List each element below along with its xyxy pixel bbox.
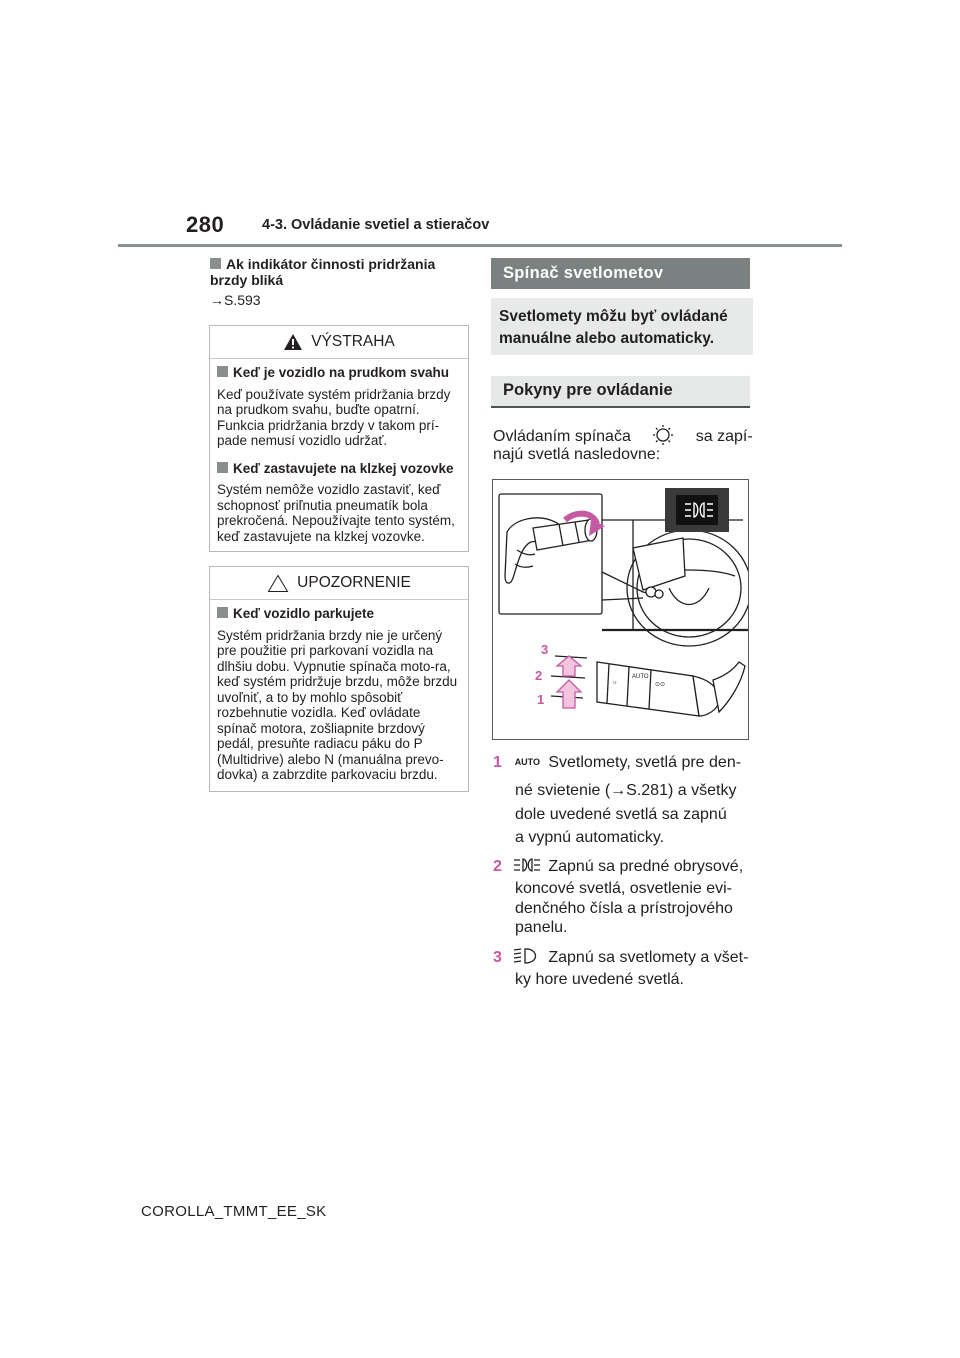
- warning-item: Keď je vozidlo na prudkom svahu Keď používate systém pridržania brzdy na prudkom svahu, buďte opatrní. Funkcia pridržania brzdy v takom prí-pade nemusí vozidlo udržať.: [217, 365, 451, 448]
- intro-text: Svetlomety môžu byť ovládané manuálne alebo automaticky.: [491, 298, 753, 355]
- warning-title-bar: [210, 326, 468, 359]
- warning-title: VÝSTRAHA: [311, 333, 395, 350]
- headlight-switch-figure: [492, 479, 749, 740]
- indicator-reference: →S.593: [210, 292, 261, 308]
- warning-triangle-icon: [283, 333, 303, 351]
- page-number: 280: [186, 212, 225, 237]
- list-item-2-line: panelu.: [515, 919, 568, 936]
- list-item-1-line: a vypnú automaticky.: [515, 829, 665, 846]
- header-divider: [118, 244, 842, 247]
- headlight-switch-illustration: [493, 480, 749, 740]
- bullet-square-icon: [217, 366, 228, 377]
- bullet-square-icon: [217, 462, 228, 473]
- list-item-2: 2 Zapnú sa predné obrysové,: [493, 858, 744, 875]
- figure-label-3: 3: [541, 642, 549, 657]
- footer-doc-code: COROLLA_TMMT_EE_SK: [141, 1203, 327, 1220]
- list-item-1-line: né svietenie (→S.281) a všetky: [515, 782, 737, 799]
- bullet-square-icon: [210, 258, 221, 269]
- subheading: Pokyny pre ovládanie: [491, 376, 750, 408]
- instruction-line-1: Ovládaním spínača sa zapí-: [493, 424, 753, 446]
- warning-item: Keď zastavujete na klzkej vozovke Systém nemôže vozidlo zastaviť, keď schopnosť priľnutia pneumatík bola prekročená. Nepoužívajte tento systém, keď zastavujete na klzkej vozovke.: [217, 460, 455, 544]
- warning-box: [209, 325, 469, 552]
- auto-icon: AUTO: [514, 757, 541, 767]
- bullet-square-icon: [217, 607, 228, 618]
- light-switch-icon: [641, 424, 685, 446]
- list-item-2-line: koncové svetlá, osvetlenie evi-: [515, 880, 732, 897]
- section-title: 4-3. Ovládanie svetiel a stieračov: [262, 217, 490, 233]
- figure-label-2: 2: [535, 668, 543, 683]
- notice-box: [209, 566, 469, 792]
- instruction-line-2: najú svetlá nasledovne:: [493, 446, 661, 463]
- list-item-1: 1 AUTO Svetlomety, svetlá pre den-: [493, 754, 742, 771]
- list-item-1-line: dole uvedené svetlá sa zapnú: [515, 806, 727, 823]
- headlight-icon: [510, 947, 544, 965]
- notice-title-bar: [210, 567, 468, 600]
- caution-outline-icon: [267, 574, 289, 593]
- list-item-3-line: ky hore uvedené svetlá.: [515, 971, 684, 988]
- svg-text:☼: ☼: [612, 680, 618, 686]
- notice-item: Keď vozidlo parkujete Systém pridržania brzdy nie je určený pre použitie pri parkovaní vozidla na dlhšiu dobu. Vypnutie spínača moto-ra, keď systém pridržuje brzdu, môže brzdu uvoľniť, a to by mohlo spôsobiť rozbehnutie vozidla. Keď ovládate spínač motora, zošliapnite brzdový pedál, presuňte radiacu páku do P (Multidrive) alebo N (manuálna prevo-dovka) a zabrzdite parkovaciu brzdu.: [217, 606, 458, 782]
- indicator-heading: Ak indikátor činnosti pridržania brzdy bliká: [210, 256, 436, 288]
- figure-label-1: 1: [537, 692, 545, 707]
- section-banner: Spínač svetlometov: [491, 258, 750, 289]
- svg-text:⊙⊙: ⊙⊙: [655, 682, 666, 688]
- list-item-3: 3 Zapnú sa svetlomety a všet-: [493, 949, 749, 966]
- list-item-2-line: denčného čísla a prístrojového: [515, 900, 733, 917]
- side-lights-icon: [510, 857, 544, 873]
- notice-title: UPOZORNENIE: [297, 574, 411, 591]
- svg-text:AUTO: AUTO: [632, 674, 649, 680]
